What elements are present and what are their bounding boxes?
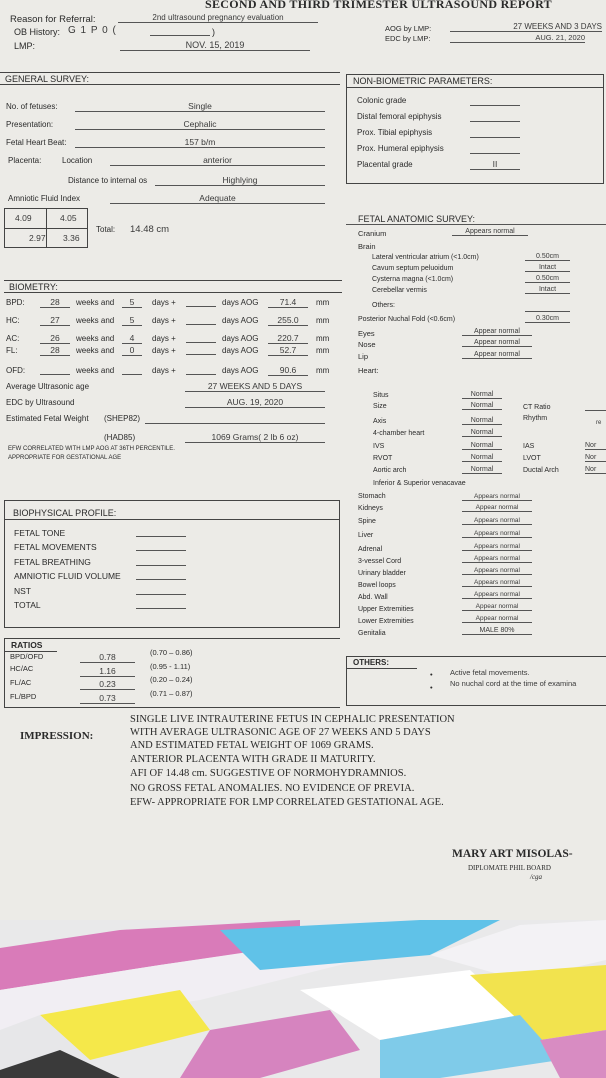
csp-label: Cavum septum peluoidum [372, 265, 454, 272]
ac-unit: mm [316, 334, 330, 343]
ac-weeks: 26 [40, 333, 70, 344]
cm-label: Cysterna magna (<1.0cm) [372, 276, 454, 283]
presentation-label: Presentation: [6, 120, 54, 129]
ductal-arch-label: Ductal Arch [523, 467, 559, 474]
axis-value: Normal [462, 417, 502, 425]
ofd-days [122, 374, 142, 375]
fetuses-label: No. of fetuses: [6, 102, 58, 111]
afi-total-label: Total: [96, 225, 116, 234]
ac-days: 4 [122, 333, 142, 344]
pte-label: Prox. Tibial epiphysis [357, 128, 433, 137]
lower-ext-value: Appear normal [462, 615, 532, 623]
fl-days-label: days + [152, 346, 176, 355]
ofd-unit: mm [316, 366, 330, 375]
ofd-label: OFD: [6, 366, 26, 375]
lva-label: Lateral ventricular atrium (<1.0cm) [372, 254, 479, 261]
abd-wall-label: Abd. Wall [358, 594, 388, 601]
rhythm-label: Rhythm [523, 415, 548, 422]
afi-q4: 3.36 [63, 233, 80, 243]
location-value: anterior [110, 155, 325, 166]
bpp-afv-label: AMNIOTIC FLUID VOLUME [14, 571, 121, 581]
hc-blank [186, 324, 216, 325]
afi-q1: 4.09 [15, 213, 32, 223]
bpp-tone-label: FETAL TONE [14, 528, 66, 538]
bowel-value: Appears normal [462, 579, 532, 587]
edc-us-value: AUG. 19, 2020 [185, 397, 325, 408]
bpd-ofd-range: (0.70 – 0.86) [150, 648, 193, 657]
cm-value: 0.50cm [525, 275, 570, 283]
lip-label: Lip [358, 352, 369, 361]
fl-ac-range: (0.20 – 0.24) [150, 675, 193, 684]
ductal-arch-value: Nor [585, 466, 606, 474]
upper-ext-value: Appear normal [462, 603, 532, 611]
impression-line-7: EFW- APPROPRIATE FOR LMP CORRELATED GESTATIONAL AGE. [130, 797, 444, 808]
nonbio-heading: NON-BIOMETRIC PARAMETERS: [347, 75, 603, 88]
bpp-tone-line [136, 536, 186, 537]
rvot-value: Normal [462, 454, 502, 462]
lip-value: Appear normal [462, 351, 532, 359]
ac-days-label: days + [152, 334, 176, 343]
bpp-movements-line [136, 550, 186, 551]
afi-label: Amniotic Fluid Index [8, 194, 81, 203]
phe-line [470, 153, 520, 154]
upper-ext-label: Upper Extremities [358, 606, 414, 613]
cranium-value: Appears normal [452, 228, 528, 236]
ct-ratio-label: CT Ratio [523, 404, 551, 411]
spine-label: Spine [358, 518, 376, 525]
bpd-label: BPD: [6, 298, 25, 307]
placenta-label: Placenta: [8, 156, 42, 165]
eyes-value: Appear normal [462, 328, 532, 336]
bpd-unit: mm [316, 298, 330, 307]
fl-unit: mm [316, 346, 330, 355]
genitalia-value: MALE 80% [462, 627, 532, 635]
signature-initials: /cga [530, 873, 543, 881]
hc-days: 5 [122, 315, 142, 326]
ac-label: AC: [6, 334, 20, 343]
aortic-arch-label: Aortic arch [373, 467, 407, 474]
lmp-value: NOV. 15, 2019 [120, 40, 310, 51]
size-label: Size [373, 403, 387, 410]
hc-mm: 255.0 [268, 315, 308, 326]
hc-unit: mm [316, 316, 330, 325]
rvot-label: RVOT [373, 455, 393, 462]
report-title: SECOND AND THIRD TRIMESTER ULTRASOUND REPORT [205, 0, 552, 11]
hc-ac-label: HC/AC [10, 664, 34, 673]
efw-note-2: APPROPRIATE FOR GESTATIONAL AGE [8, 455, 122, 461]
colonic-label: Colonic grade [357, 96, 407, 105]
bpd-weeks-label: weeks and [76, 298, 115, 307]
lower-ext-label: Lower Extremities [358, 618, 414, 625]
bpd-weeks: 28 [40, 297, 70, 308]
kidneys-value: Appear normal [462, 504, 532, 512]
fl-weeks: 28 [40, 345, 70, 356]
aog-lmp-value: 27 WEEKS AND 3 DAYS [450, 22, 602, 32]
lvot-label: LVOT [523, 455, 541, 462]
distance-label: Distance to internal os [68, 176, 148, 185]
others-item-1: Active fetal movements. [450, 668, 530, 677]
fl-bpd-value: 0.73 [80, 693, 135, 704]
bpp-afv-line [136, 579, 186, 580]
avg-age-label: Average Ultrasonic age [6, 382, 90, 391]
general-survey-heading: GENERAL SURVEY: [0, 72, 340, 85]
aog-lmp-label: AOG by LMP: [385, 24, 432, 33]
others-heading: OTHERS: [347, 657, 417, 669]
ct-ratio-line [585, 410, 606, 411]
fl-bpd-range: (0.71 – 0.87) [150, 689, 193, 698]
cord-label: 3-vessel Cord [358, 558, 402, 565]
liver-label: Liver [358, 532, 374, 539]
bpp-nst-label: NST [14, 586, 31, 596]
ob-history-line [150, 35, 210, 36]
hc-ac-range: (0.95 - 1.11) [150, 662, 191, 671]
dfe-label: Distal femoral epiphysis [357, 112, 442, 121]
ofd-weeks-label: weeks and [76, 366, 115, 375]
brain-others-label: Others: [372, 302, 395, 309]
reason-value: 2nd ultrasound pregnancy evaluation [118, 13, 318, 23]
bpd-mm: 71.4 [268, 297, 308, 308]
four-chamber-value: Normal [462, 429, 502, 437]
fl-days: 0 [122, 345, 142, 356]
impression-line-3: AND ESTIMATED FETAL WEIGHT OF 1069 GRAMS. [130, 740, 374, 751]
bpp-total-label: TOTAL [14, 600, 41, 610]
bpp-breathing-label: FETAL BREATHING [14, 557, 91, 567]
edc-us-label: EDC by Ultrasound [6, 398, 75, 407]
efw-label: Estimated Fetal Weight [6, 414, 89, 423]
bladder-label: Urinary bladder [358, 570, 406, 577]
ac-mm: 220.7 [268, 333, 308, 344]
nose-value: Appear normal [462, 339, 532, 347]
hc-weeks: 27 [40, 315, 70, 326]
spine-value: Appears normal [462, 517, 532, 525]
bpd-days: 5 [122, 297, 142, 308]
background-blanket [0, 920, 606, 1078]
afi-total-value: 14.48 cm [130, 224, 170, 235]
fl-label: FL: [6, 346, 18, 355]
lmp-label: LMP: [14, 41, 36, 51]
nuchal-value: 0.30cm [525, 315, 570, 323]
edc-lmp-value: AUG. 21, 2020 [450, 33, 585, 43]
impression-line-2: WITH AVERAGE ULTRASONIC AGE OF 27 WEEKS AND 5 DAYS [130, 727, 431, 738]
efw-note-1: EFW CORRELATED WITH LMP AOG AT 36TH PERCENTILE. [8, 446, 175, 452]
nose-label: Nose [358, 340, 376, 349]
stomach-label: Stomach [358, 493, 386, 500]
ias-value: Nor [585, 442, 606, 450]
hc-ac-value: 1.16 [80, 666, 135, 677]
eyes-label: Eyes [358, 329, 375, 338]
fetuses-value: Single [75, 101, 325, 112]
bpd-blank [186, 306, 216, 307]
ob-history-value: G 1 P 0 ( [68, 25, 117, 36]
size-value: Normal [462, 402, 502, 410]
bpp-total-line [136, 608, 186, 609]
impression-line-4: ANTERIOR PLACENTA WITH GRADE II MATURITY. [130, 754, 376, 765]
bpp-breathing-line [136, 565, 186, 566]
bladder-value: Appears normal [462, 567, 532, 575]
ac-weeks-label: weeks and [76, 334, 115, 343]
ac-aog-label: days AOG [222, 334, 259, 343]
cv-label: Cerebellar vermis [372, 287, 427, 294]
bpd-aog-label: days AOG [222, 298, 259, 307]
rhythm-value: re [596, 420, 602, 426]
colonic-line [470, 105, 520, 106]
anatomic-heading-rule [346, 224, 606, 225]
shep-label: (SHEP82) [104, 414, 141, 423]
placental-grade-value: II [470, 159, 520, 170]
cord-value: Appears normal [462, 555, 532, 563]
fhb-label: Fetal Heart Beat: [6, 138, 67, 147]
brain-others-line [525, 311, 570, 312]
placental-grade-label: Placental grade [357, 160, 413, 169]
bpd-ofd-value: 0.78 [80, 652, 135, 663]
situs-label: Situs [373, 392, 389, 399]
dfe-line [470, 121, 520, 122]
edc-lmp-label: EDC by LMP: [385, 34, 431, 43]
fl-blank [186, 354, 216, 355]
aortic-arch-value: Normal [462, 466, 502, 474]
afi-q2: 4.05 [60, 213, 77, 223]
location-label: Location [62, 156, 93, 165]
blanket-pattern [0, 920, 606, 1078]
impression-label: IMPRESSION: [20, 730, 94, 742]
ratios-heading: RATIOS [5, 639, 57, 652]
ofd-days-label: days + [152, 366, 176, 375]
reason-label: Reason for Referral: [10, 14, 96, 25]
others-item-2: No nuchal cord at the time of examina [450, 679, 577, 688]
fl-ac-label: FL/AC [10, 678, 32, 687]
heart-label: Heart: [358, 366, 379, 375]
ivc-label: Inferior & Superior venacavae [373, 480, 466, 487]
kidneys-label: Kidneys [358, 505, 383, 512]
ofd-blank [186, 374, 216, 375]
anatomic-heading: FETAL ANATOMIC SURVEY: [358, 214, 476, 224]
four-chamber-label: 4-chamber heart [373, 430, 425, 437]
shep-line [145, 423, 325, 424]
avg-age-value: 27 WEEKS AND 5 DAYS [185, 381, 325, 392]
lvot-value: Nor [585, 454, 606, 462]
impression-line-6: NO GROSS FETAL ANOMALIES. NO EVIDENCE OF PREVIA. [130, 783, 415, 794]
others-bullet-1: • [430, 670, 433, 679]
bpp-movements-label: FETAL MOVEMENTS [14, 542, 97, 552]
afi-grid [4, 208, 88, 248]
biometry-heading: BIOMETRY: [4, 280, 342, 293]
ofd-weeks [40, 374, 70, 375]
afi-value: Adequate [110, 193, 325, 204]
brain-label: Brain [358, 242, 376, 251]
pte-line [470, 137, 520, 138]
bpd-days-label: days + [152, 298, 176, 307]
phe-label: Prox. Humeral epiphysis [357, 144, 444, 153]
afi-grid-hline [5, 228, 87, 229]
efw-value: 1069 Grams( 2 lb 6 oz) [185, 432, 325, 443]
signature-title: DIPLOMATE PHIL BOARD [468, 864, 551, 872]
fl-bpd-label: FL/BPD [10, 692, 37, 701]
distance-value: Highlying [155, 175, 325, 186]
ob-history-close: ) [212, 27, 215, 37]
impression-line-1: SINGLE LIVE INTRAUTERINE FETUS IN CEPHALIC PRESENTATION [130, 714, 455, 725]
hc-weeks-label: weeks and [76, 316, 115, 325]
ivs-value: Normal [462, 442, 502, 450]
liver-value: Appears normal [462, 530, 532, 538]
fl-mm: 52.7 [268, 345, 308, 356]
hc-label: HC: [6, 316, 20, 325]
cranium-label: Cranium [358, 229, 387, 238]
adrenal-label: Adrenal [358, 546, 383, 553]
ofd-aog-label: days AOG [222, 366, 259, 375]
adrenal-value: Appears normal [462, 543, 532, 551]
bpp-nst-line [136, 594, 186, 595]
situs-value: Normal [462, 391, 502, 399]
signature-name: MARY ART MISOLAS- [452, 848, 573, 860]
axis-label: Axis [373, 418, 387, 425]
ob-history-label: OB History: [14, 27, 61, 37]
hadb-label: (HAD85) [104, 433, 136, 442]
afi-q3: 2.97 [29, 233, 46, 243]
bpd-ofd-label: BPD/OFD [10, 652, 44, 661]
nuchal-label: Posterior Nuchal Fold (<0.6cm) [358, 316, 456, 323]
fl-weeks-label: weeks and [76, 346, 115, 355]
ac-blank [186, 342, 216, 343]
bowel-label: Bowel loops [358, 582, 396, 589]
presentation-value: Cephalic [75, 119, 325, 130]
fl-aog-label: days AOG [222, 346, 259, 355]
hc-days-label: days + [152, 316, 176, 325]
hc-aog-label: days AOG [222, 316, 259, 325]
cv-value: Intact [525, 286, 570, 294]
csp-value: Intact [525, 264, 570, 272]
bpp-heading: BIOPHYSICAL PROFILE: [5, 507, 339, 520]
fl-ac-value: 0.23 [80, 679, 135, 690]
impression-line-5: AFI OF 14.48 cm. SUGGESTIVE OF NORMOHYDRAMNIOS. [130, 768, 407, 779]
fhb-value: 157 b/m [75, 137, 325, 148]
genitalia-label: Genitalia [358, 630, 386, 637]
others-bullet-2: • [430, 683, 433, 692]
abd-wall-value: Appears normal [462, 591, 532, 599]
ivs-label: IVS [373, 443, 385, 450]
ias-label: IAS [523, 443, 535, 450]
ofd-mm: 90.6 [268, 365, 308, 376]
stomach-value: Appears normal [462, 493, 532, 501]
lva-value: 0.50cm [525, 253, 570, 261]
